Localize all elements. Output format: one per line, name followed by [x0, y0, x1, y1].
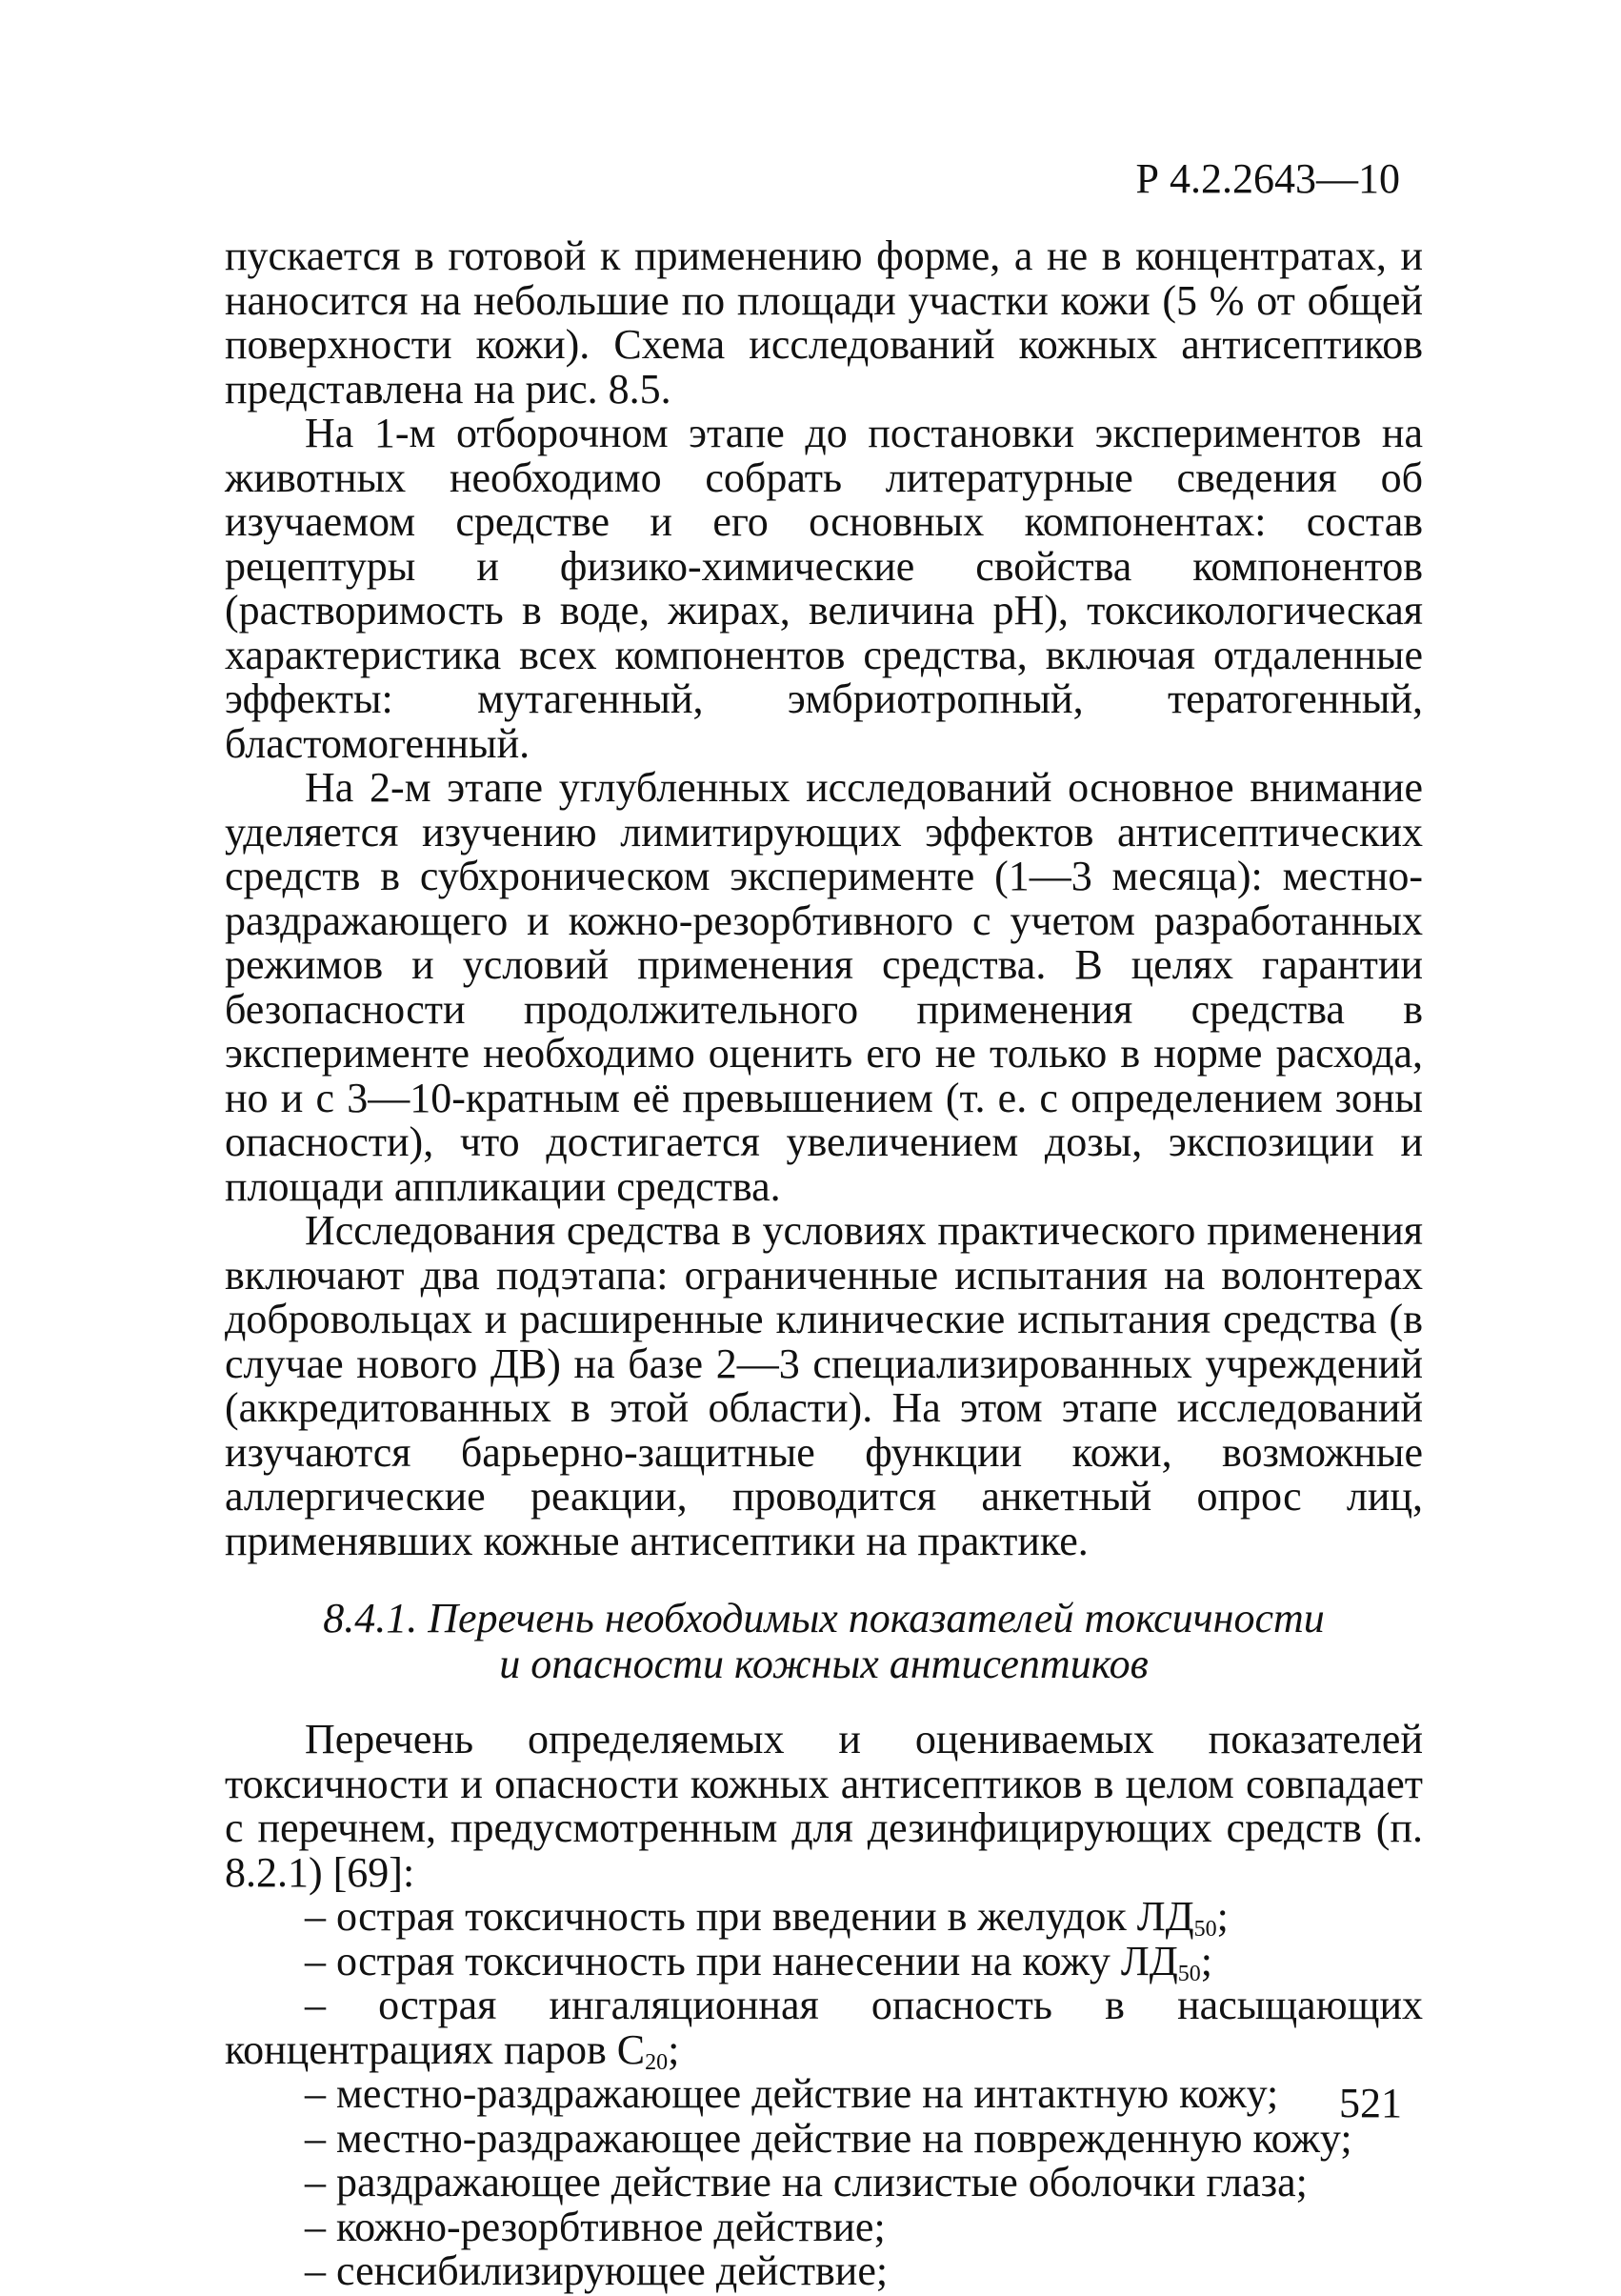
- paragraph-practical-application: Исследования средства в условиях практического применения включают два подэтапа: ограниченные испытания на волонтерах добровольцах и расширенные клинические испытания средства (в случае нового ДВ) на базе 2—3 специализированных учреждений (аккредитованных в этой области). На этом этапе исследований изучаются барьерно-защитные функции кожи, возможные аллергические реакции, проводится анкетный опрос лиц, применявших кожные антисептики на практике.: [225, 1207, 1423, 1564]
- indicator-list: [225, 1895, 1423, 2294]
- section-intro-paragraph: Перечень определяемых и оцениваемых показателей токсичности и опасности кожных антисептиков в целом совпадает с перечнем, предусмотренным для дезинфицирующих средств (п. 8.2.1) [69]:: [225, 1716, 1423, 1896]
- document-body: [225, 234, 1423, 2294]
- paragraph-stage-2: На 2-м этапе углубленных исследований основное внимание уделяется изучению лимитирующих эффектов антисептических средств в субхроническом эксперименте (1—3 месяца): местно-раздражающего и кожно-резорбтивного с учетом разработанных режимов и условий применения средства. В целях гарантии безопасности продолжительного применения средства в эксперименте необходимо оценить его не только в норме расхода, но и с 3—10-кратным её превышением (т. е. с определением зоны опасности), что достигается увеличением дозы, экспозиции и площади аппликации средства.: [225, 764, 1423, 1210]
- list-item: – кожно-резорбтивное действие;: [305, 2203, 886, 2250]
- list-item: – сенсибилизирующее действие;: [305, 2247, 889, 2294]
- list-item: – острая токсичность при нанесении на кожу $ЛД_{50}$;: [305, 1937, 1212, 1986]
- section-heading-line-1: 8.4.1. Перечень необходимых показателей токсичности: [323, 1595, 1325, 1641]
- section-heading: [225, 1596, 1423, 1687]
- list-item: – острая токсичность при введении в желудок $ЛД_{50}$;: [305, 1893, 1229, 1942]
- list-item: – острая ингаляционная опасность в насыщающих концентрациях паров $С_{20}$;: [225, 1982, 1423, 2075]
- paragraph-stage-1: На 1-м отборочном этапе до постановки экспериментов на животных необходимо собрать литературные сведения об изучаемом средстве и его основных компонентах: состав рецептуры и физико-химические свойства компонентов (растворимость в воде, жирах, величина pH), токсикологическая характеристика всех компонентов средства, включая отдаленные эффекты: мутагенный, эмбриотропный, тератогенный, бластомогенный.: [225, 410, 1423, 767]
- list-item: – местно-раздражающее действие на поврежденную кожу;: [305, 2114, 1352, 2162]
- list-item: – раздражающее действие на слизистые оболочки глаза;: [305, 2159, 1308, 2205]
- document-code-header: Р 4.2.2643—10: [1135, 155, 1400, 202]
- page-number: 521: [1339, 2080, 1402, 2126]
- section-heading-line-2: и опасности кожных антисептиков: [499, 1641, 1149, 1687]
- paragraph-continuation: пускается в готовой к применению форме, а не в концентратах, и наносится на небольшие по площади участки кожи (5 % от общей поверхности кожи). Схема исследований кожных антисептиков представлена на рис. 8.5.: [225, 232, 1423, 413]
- list-item: – местно-раздражающее действие на интактную кожу;: [305, 2070, 1279, 2117]
